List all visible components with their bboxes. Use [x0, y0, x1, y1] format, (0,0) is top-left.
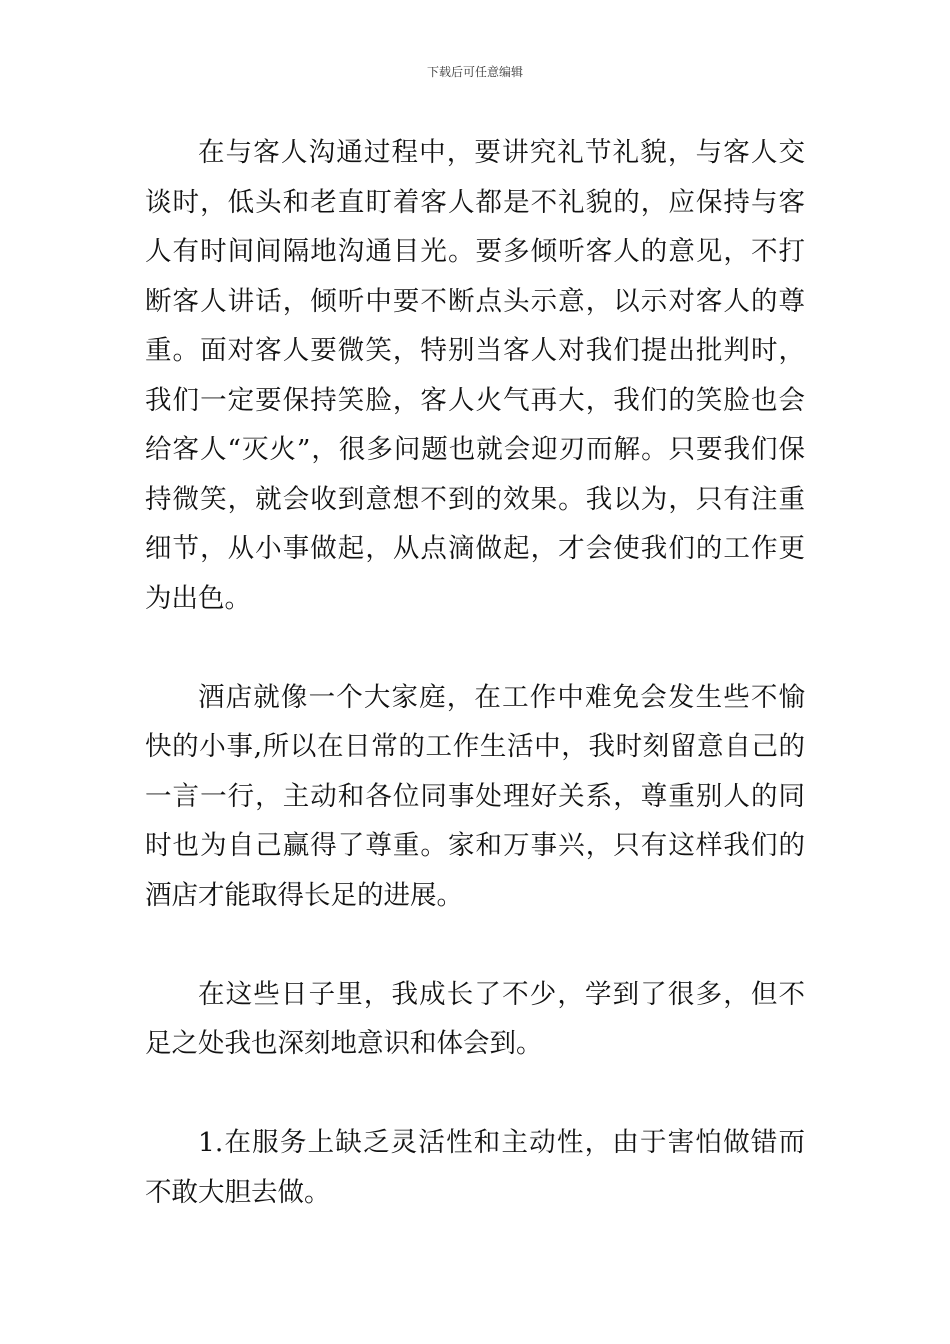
paragraph-spacer — [145, 623, 805, 673]
paragraph-growth: 在这些日子里，我成长了不少，学到了很多，但不足之处我也深刻地意识和体会到。 — [145, 978, 805, 1059]
document-body — [145, 128, 805, 1217]
paragraph-spacer — [145, 920, 805, 970]
header-note: 下载后可任意编辑 — [426, 65, 523, 79]
paragraph-customer-communication: 在与客人沟通过程中，要讲究礼节礼貌，与客人交谈时，低头和老直盯着客人都是不礼貌的，应保持与客人有时间间隔地沟通目光。要多倾听客人的意见，不打断客人讲话，倾听中要不断点头示意，以示对客人的尊重。面对客人要微笑，特别当客人对我们提出批判时，我们一定要保持笑脸，客人火气再大，我们的笑脸也会给客人“灭火”，很多问题也就会迎刃而解。只要我们保持微笑，就会收到意想不到的效果。我以为，只有注重细节，从小事做起，从点滴做起，才会使我们的工作更为出色。 — [145, 137, 805, 614]
paragraph-shortcoming-1: 1.在服务上缺乏灵活性和主动性，由于害怕做错而不敢大胆去做。 — [145, 1127, 805, 1208]
paragraph-spacer — [145, 1069, 805, 1119]
paragraph-hotel-family: 酒店就像一个大家庭，在工作中难免会发生些不愉快的小事,所以在日常的工作生活中，我时刻留意自己的一言一行，主动和各位同事处理好关系，尊重别人的同时也为自己赢得了尊重。家和万事兴，只有这样我们的酒店才能取得长足的进展。 — [145, 681, 805, 911]
